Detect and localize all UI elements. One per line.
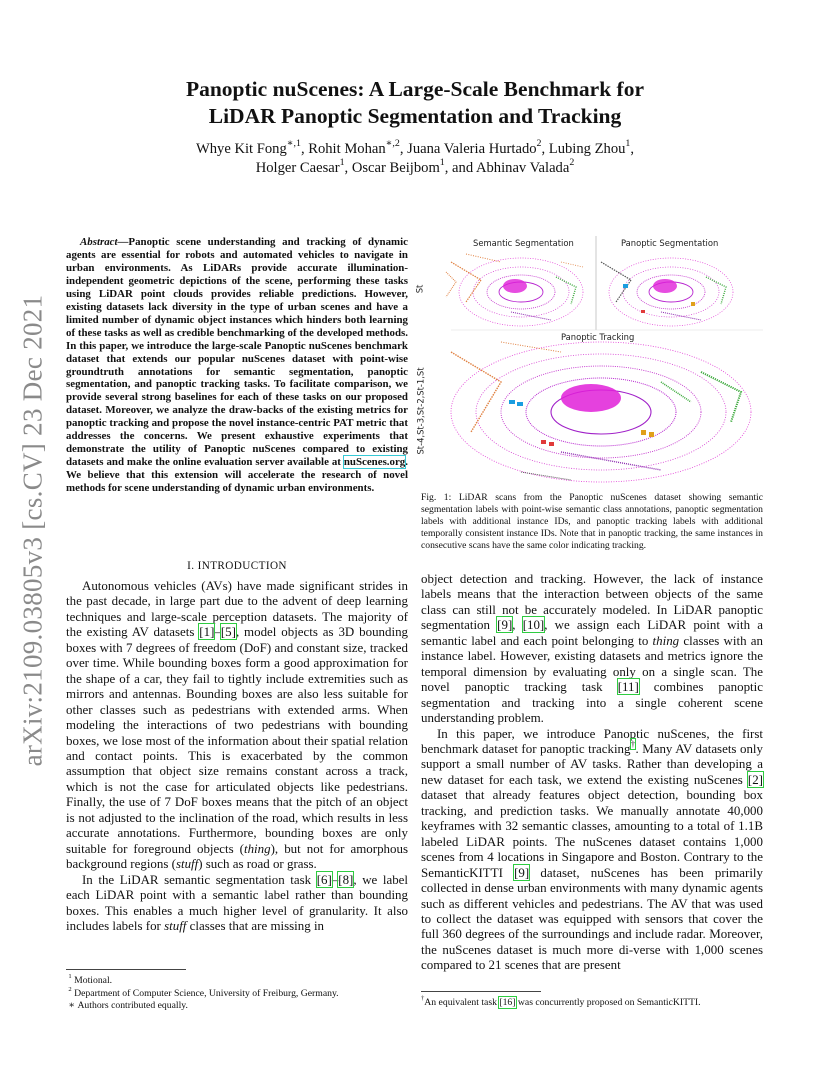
- text-run: –: [331, 871, 339, 887]
- footnote-dagger: [421, 997, 763, 1010]
- text-run: ), but not for amorphous background regions (: [66, 840, 408, 872]
- author-affil: 2: [536, 138, 542, 150]
- author-affil: 1: [625, 138, 631, 150]
- label-panoptic-segmentation: Panoptic Segmentation: [621, 238, 719, 248]
- citation-link[interactable]: [10]: [522, 617, 545, 633]
- citation-link[interactable]: [6]: [316, 871, 332, 887]
- author-name: Lubing Zhou: [548, 141, 626, 157]
- title-line-2: LiDAR Panoptic Segmentation and Tracking: [208, 104, 622, 128]
- author-name: Rohit Mohan: [308, 141, 386, 157]
- label-panoptic-tracking: Panoptic Tracking: [561, 332, 635, 342]
- label-st: St: [414, 284, 425, 294]
- author-affil: 1: [339, 157, 345, 169]
- citation-link[interactable]: [9]: [497, 617, 513, 633]
- citation-link[interactable]: [9]: [514, 864, 530, 880]
- author-line-1: [140, 140, 690, 159]
- abstract-text: Panoptic scene understanding and tracking of dynamic agents are essential for robots and automated vehicles to navigate in urban environments. As LiDARs provide accurate illumination-independent geometric depictions of the scene, performing these tasks using LiDAR point clouds provides reliable predictions. However, existing datasets lack diversity in the type of urban scenes and have a limited number of dynamic object instances which hinders both learning of these tasks as well as credible benchmarking of the developed methods. In this paper, we introduce the large-scale Panoptic nuScenes benchmark dataset that extends our popular nuScenes dataset with point-wise groundtruth annotations for semantic segmentation, panoptic segmentation, and panoptic tracking tasks. To facilitate comparison, we provide several strong baselines for each of these tasks on our proposed dataset. Moreover, we analyze the draw-backs of the existing metrics for panoptic tracking and propose the novel instance-centric PAT metric that addresses the concerns. We present exhaustive experiments that demonstrate the utility of Panoptic nuScenes compared to existing datasets and make the online evaluation server available at: [66, 236, 408, 469]
- arxiv-stamp-text: arXiv:2109.03805v3 [cs.CV] 23 Dec 2021: [17, 294, 48, 766]
- lidar-scans-image: [421, 232, 763, 490]
- abstract: [66, 236, 408, 495]
- footnote-text: Motional.: [74, 975, 113, 986]
- author-sep: , and: [444, 160, 476, 176]
- citation-link[interactable]: [2]: [747, 771, 763, 787]
- intro-paragraph-3: [421, 571, 763, 726]
- author-line-2: [140, 159, 690, 178]
- author-affil: ∗,2: [385, 138, 400, 150]
- abstract-text-end: . We believe that this extension will accelerate the research of novel methods for scene understanding of dynamic urban environments.: [66, 456, 408, 495]
- section-heading-introduction: I. INTRODUCTION: [187, 560, 287, 572]
- arxiv-stamp: [8, 290, 58, 770]
- author-sep: ,: [399, 141, 408, 157]
- citation-link[interactable]: [8]: [338, 871, 354, 887]
- footnote-3: [66, 1000, 408, 1013]
- author-sep: ,: [344, 160, 352, 176]
- text-run: . Many AV datasets only support a small number of AV tasks. Rather than developing a new dataset for each task, we extend the existing nuScenes: [421, 740, 763, 787]
- footnote-mark: ∗: [68, 1000, 76, 1011]
- text-run: dataset that already features object detection, bounding box tracking, and prediction tasks. We manually annotate 40,000 keyframes with 32 semantic classes, amounting to a total of 1.1B labeled LiDAR points. The nuScenes dataset contains 1,000 scenes from 4 locations in Singapore and Boston. Contrary to the SemanticKITTI: [421, 787, 763, 880]
- text-run: ) such as road or grass.: [198, 856, 317, 872]
- abstract-dash: —: [117, 236, 129, 248]
- footnote-text: Authors contributed equally.: [77, 1000, 188, 1011]
- figure-1-caption: Fig. 1: LiDAR scans from the Panoptic nuScenes dataset showing semantic segmentation labels with point-wise semantic class annotations, panoptic segmentation labels with additional instance IDs, and panoptic tracking labels with additional temporally consistent instance IDs. Note that in panoptic tracking, the same instances in consecutive scans have the same color indicating tracking.: [421, 492, 763, 551]
- citation-link[interactable]: [5]: [220, 624, 236, 640]
- nuscenes-link[interactable]: nuScenes.org: [343, 456, 406, 469]
- text-run: In the LiDAR semantic segmentation task: [82, 871, 317, 887]
- footnote-2: [66, 985, 408, 1001]
- author-name: Holger Caesar: [255, 160, 340, 176]
- text-run: , we assign each LiDAR point with a semantic label and each point belonging to: [421, 617, 764, 648]
- author-sep: ,: [300, 141, 309, 157]
- right-column-text: [421, 571, 763, 973]
- intro-paragraph-1: [66, 578, 408, 872]
- label-sequence: St-4,St-3,St-2,St-1,St: [415, 367, 426, 455]
- text-run: , we label each LiDAR point with a semantic label rather than bounding boxes. This enables a much higher level of granularity. It also includes labels for: [66, 871, 409, 933]
- text-run: ,: [512, 617, 523, 633]
- author-affil: 1: [439, 157, 445, 169]
- text-run: In this paper, we introduce Panoptic nuScenes, the first benchmark dataset for panoptic tracking: [421, 725, 763, 756]
- text-run: classes with an instance label. However, existing datasets and metrics ignore the temporal dimension by evaluating only on a single scan. The novel panoptic tracking task: [421, 632, 763, 695]
- author-name: Oscar Beijbom: [351, 160, 440, 176]
- footnotes-affiliations: [66, 975, 408, 1013]
- text-run: dataset, nuScenes has been primarily collected in dense urban environments with many dynamic agents such as different vehicles and pedestrians. The AV that was used to collect the dataset was equipped with sensors that cover the full 360 degrees of the surroundings and include radar. Moreover, the nuScenes dataset is much more di-verse with 1,000 scenes compared to 21 scenes that are present: [421, 864, 763, 973]
- title-line-1: Panoptic nuScenes: A Large-Scale Benchmark for: [185, 77, 645, 101]
- semantic-scan: [446, 254, 583, 326]
- term-stuff: stuff: [164, 917, 187, 933]
- author-affil: ∗,1: [286, 138, 301, 150]
- footnote-mark: 1: [68, 973, 72, 981]
- footnote-mark: 2: [68, 985, 72, 993]
- intro-paragraph-4: [421, 726, 763, 973]
- footnote-rule: [421, 991, 541, 992]
- author-name: Abhinav Valada: [475, 160, 570, 176]
- author-sep: ,: [541, 141, 549, 157]
- author-list: [140, 140, 690, 178]
- paper-title: [100, 76, 730, 130]
- author-name: Whye Kit Fong: [195, 141, 287, 157]
- term-thing: thing: [652, 632, 680, 648]
- left-column-text: [66, 578, 408, 933]
- footnote-text: was concurrently proposed on SemanticKITTI.: [515, 997, 701, 1008]
- citation-link[interactable]: [1]: [199, 624, 215, 640]
- footnote-link[interactable]: †: [630, 738, 636, 749]
- text-run: –: [214, 624, 221, 640]
- abstract-label: Abstract: [80, 236, 118, 248]
- label-semantic-segmentation: Semantic Segmentation: [473, 238, 574, 248]
- footnote-rule: [66, 969, 186, 970]
- text-run: Autonomous vehicles (AVs) have made significant strides in the past decade, in large part due to the advent of deep learning techniques and large-scale perception datasets. The majority of the existing AV datasets: [66, 578, 408, 640]
- text-run: object detection and tracking. However, the lack of instance labels means that the interaction between objects of the same class can still not be accurately modeled. In LiDAR panoptic segmentation: [421, 571, 763, 633]
- text-run: , model objects as 3D bounding boxes with 7 degrees of freedom (DoF) and constant size, tracked over time. While bounding boxes form a good approximation for the shape of a car, they fail to tightly include extremities such as mirrors and antennas. Bounding boxes are also less suitable for other classes such as pedestrians with extended arms. When modeling the interactions of two pedestrians with bounding boxes, we lose most of the information about their spatial relation and contact points. This is exacerbated by the common assumption that object size remains constant across a track, which is not the case for articulated objects like pedestrians. Finally, the use of 7 DoF boxes means that the pitch of an object is not adjusted to the inclination of the road, which results in less accurate annotations. Furthermore, bounding boxes are only suitable for foreground objects (: [66, 624, 409, 856]
- citation-link[interactable]: [11]: [617, 679, 639, 695]
- footnote-mark: †: [421, 995, 425, 1003]
- footnote-text: Department of Computer Science, University of Freiburg, Germany.: [74, 987, 339, 999]
- tracking-scan: [451, 342, 751, 482]
- author-name: Juana Valeria Hurtado: [407, 141, 537, 157]
- text-run: classes that are missing in: [186, 917, 325, 933]
- intro-paragraph-2: [66, 872, 408, 934]
- term-stuff: stuff: [175, 856, 199, 872]
- footnote-1: [66, 975, 408, 988]
- citation-link[interactable]: [16]: [499, 997, 516, 1008]
- panoptic-scan: [601, 258, 733, 326]
- text-run: combines panoptic segmentation and tracking into a single coherent scene understanding problem.: [421, 679, 763, 726]
- author-sep: ,: [630, 141, 635, 157]
- figure-1: [414, 232, 763, 490]
- footnote-text: An equivalent task: [424, 997, 500, 1008]
- author-affil: 2: [569, 157, 575, 169]
- term-thing: thing: [243, 840, 271, 856]
